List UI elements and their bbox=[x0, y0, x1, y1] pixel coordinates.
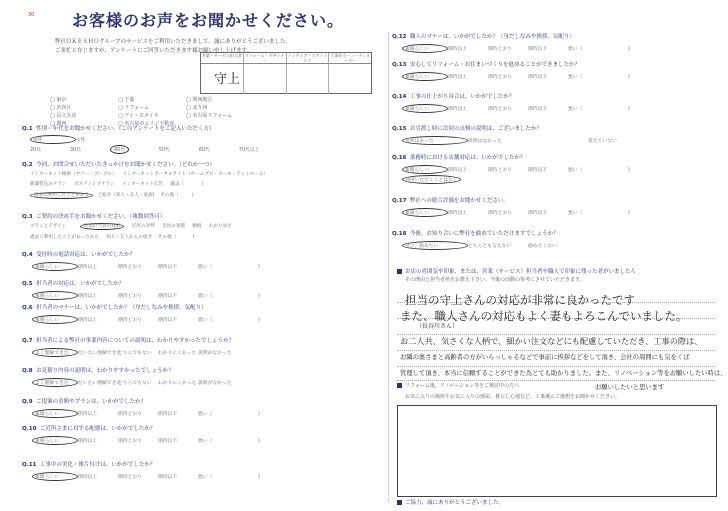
page-title: お客様のお声をお聞かせください。 bbox=[72, 11, 345, 30]
answer-option[interactable]: 期待以上 bbox=[448, 107, 468, 112]
answer-option[interactable]: 悪い（ bbox=[198, 265, 213, 270]
question-9: Q.9 ご提案の金額やプランは、いかがでしたか？ bbox=[22, 399, 147, 405]
question-14: Q.14 工事の仕上がり具合は、いかがでしたか？ bbox=[392, 94, 515, 100]
answer-options bbox=[32, 348, 258, 357]
staff-cell[interactable] bbox=[244, 64, 287, 94]
answer-option[interactable]: 期待どおり bbox=[118, 265, 142, 270]
answer-option[interactable]: ) bbox=[258, 439, 260, 444]
handwriting-line-7: お願いしたいと思います bbox=[595, 384, 665, 391]
handwriting-line-4: お二人共、気さくな人柄で、細かい注文などにも配慮していただき、工事の際は、 bbox=[400, 336, 703, 346]
q2-option[interactable]: ご紹介（知人・友人・家族) bbox=[97, 193, 155, 198]
staff-header: インテリア・スタイリスト bbox=[287, 53, 328, 63]
answer-options bbox=[32, 472, 298, 481]
answer-option[interactable]: 悪い（ bbox=[568, 211, 583, 216]
answer-option[interactable]: 期待以上 bbox=[78, 412, 98, 417]
answer-option[interactable]: 悪い（ bbox=[568, 47, 583, 52]
question-18: Q.18 今後、お知り合いに弊社を勧めていただけますでしょうか？ bbox=[392, 231, 559, 237]
answer-option[interactable]: 期待以下 bbox=[158, 439, 178, 444]
q2-option-selected[interactable]: 過去に利用したことがある bbox=[30, 192, 93, 199]
answer-option[interactable]: ) bbox=[258, 265, 260, 270]
q2-options-row1 bbox=[30, 171, 268, 177]
q3-options-row1 bbox=[30, 223, 232, 229]
answer-option-selected[interactable]: 素晴らしい bbox=[32, 472, 78, 481]
answer-option[interactable]: 悪い（ bbox=[198, 318, 213, 323]
answer-option[interactable]: 悪い（ bbox=[568, 75, 583, 80]
answer-option[interactable]: ) bbox=[628, 107, 630, 112]
answer-option[interactable]: 悪い（ bbox=[198, 475, 213, 480]
answer-options bbox=[402, 44, 668, 53]
q2-option[interactable]: 新聞折込みチラシ bbox=[30, 182, 67, 187]
footer-thanks: ご協力、誠にありがとうございました。 bbox=[397, 498, 504, 506]
answer-option[interactable]: 期待どおり bbox=[118, 412, 142, 417]
q3-option[interactable]: その他（ bbox=[157, 235, 177, 240]
answer-option[interactable]: 期待どおり bbox=[488, 107, 512, 112]
q2-option[interactable]: インターネット検索（ヤフー・グーグル） bbox=[30, 172, 117, 177]
answer-options bbox=[32, 291, 298, 300]
answer-option-selected[interactable]: 素晴らしい bbox=[32, 409, 78, 418]
answer-option[interactable]: 期待以上 bbox=[78, 439, 98, 444]
branch-checkbox[interactable]: □ アイ・スタイル bbox=[118, 113, 159, 119]
answer-options-extra bbox=[402, 175, 461, 184]
answer-option[interactable]: 悪い（ bbox=[568, 168, 583, 173]
handwriting-line-3: （長谷川さん） bbox=[416, 323, 459, 330]
answer-option[interactable]: どちらでもない bbox=[118, 381, 152, 386]
answer-option[interactable]: 期待どおり bbox=[488, 75, 512, 80]
intro-line: 弊社ＯＫＥＳＨＯグループのサービスをご利用いただきまして、誠にありがとうございました。 bbox=[55, 39, 291, 45]
answer-option[interactable]: 期待以下 bbox=[158, 265, 178, 270]
q2-option[interactable]: インターネット広告 bbox=[122, 182, 164, 187]
answer-options bbox=[32, 315, 298, 324]
q3-option-selected[interactable]: 営業担当者の対応 bbox=[80, 223, 125, 230]
answer-option[interactable]: 期待どおり bbox=[118, 439, 142, 444]
q1-age-options bbox=[30, 145, 279, 154]
answer-option-selected[interactable]: 素晴らしい bbox=[402, 104, 448, 113]
answer-option[interactable]: 期待以下 bbox=[528, 107, 548, 112]
q1-age[interactable]: 50代 bbox=[158, 148, 170, 153]
branch-checkbox[interactable]: □ 関西 bbox=[50, 121, 67, 127]
answer-option[interactable]: ) bbox=[258, 475, 260, 480]
answer-option[interactable]: 期待以下 bbox=[158, 475, 178, 480]
comment-prompt: お店の雰囲気や印象、または、営業（サービス）担当者や職人で印象に残った者がいましたら bbox=[397, 267, 636, 275]
q2-options-row3: 過去に利用したことがある ご紹介（知人・友人・家族) その他（ ) bbox=[30, 192, 194, 198]
answer-option[interactable]: だいたい理解できた bbox=[78, 351, 122, 356]
answer-option[interactable]: 期待以上 bbox=[78, 265, 98, 270]
q3-option[interactable]: 知人・友人からの紹介 bbox=[106, 235, 153, 240]
answer-option-selected[interactable]: 素晴らしい bbox=[402, 72, 448, 81]
branch-checkbox[interactable]: □ 北九州 bbox=[186, 105, 208, 111]
answer-option[interactable]: 期待以下 bbox=[158, 294, 178, 299]
answer-option[interactable]: 期待以下 bbox=[158, 318, 178, 323]
answer-options bbox=[32, 378, 258, 387]
answer-option[interactable]: 覚えていない bbox=[588, 139, 617, 144]
answer-option[interactable]: ) bbox=[628, 211, 630, 216]
branch-checkbox[interactable]: □ 千葉 bbox=[118, 97, 135, 103]
handwritten-staff-name: 守上 bbox=[214, 72, 241, 87]
answer-option[interactable]: 期待以上 bbox=[78, 318, 98, 323]
after-prompt-line1: リフォーム後、リノベーション等をご検討中の方へ bbox=[397, 382, 519, 389]
answer-option[interactable]: 期待以下 bbox=[528, 75, 548, 80]
handwriting-line-5: お隣の奥さまと高齢者の方がいらっしゃるなどで事前に挨拶などをして頂き、会社の周囲にも気をくば bbox=[400, 354, 690, 361]
answer-option[interactable]: 期待以下 bbox=[528, 168, 548, 173]
q1-age-selected[interactable]: 40代 bbox=[110, 145, 129, 154]
answer-option[interactable]: 期待どおり bbox=[118, 294, 142, 299]
answer-option[interactable]: 悪い（ bbox=[198, 439, 213, 444]
question-16: Q.16 業務時における店舗対応は、いかがでしたか？ bbox=[392, 155, 526, 161]
question-1: Q.1 性別・年代をお聞かせください。（このアンケートをご記入いただく方） bbox=[22, 126, 215, 132]
answer-option[interactable]: ) bbox=[628, 47, 630, 52]
answer-option-selected[interactable]: 素晴らしい bbox=[402, 44, 448, 53]
question-8: Q.8 お見積り内容の説明は、わかりやすかったでしょうか？ bbox=[22, 368, 174, 374]
answer-option-selected[interactable]: よく理解できた bbox=[32, 348, 78, 357]
answer-option[interactable]: ) bbox=[628, 75, 630, 80]
answer-options bbox=[402, 241, 588, 250]
q3-option[interactable]: わかり易さ bbox=[208, 224, 232, 229]
answer-option[interactable]: 期待どおり bbox=[488, 168, 512, 173]
answer-option[interactable]: わかりにくかった bbox=[158, 381, 197, 386]
handwriting-line-2: また、職人さんの対応もよく妻もよろこんでいました。 bbox=[400, 309, 688, 323]
answer-option[interactable]: 期待以上 bbox=[78, 294, 98, 299]
answer-option[interactable]: 期待どおり bbox=[488, 211, 512, 216]
answer-option[interactable]: 期待以上 bbox=[448, 211, 468, 216]
answer-option[interactable]: 悪い（ bbox=[568, 107, 583, 112]
answer-option[interactable]: 期待以上 bbox=[448, 47, 468, 52]
intro-line: ご多忙と存じますが、アンケートにご回答いただきます様お願い申し上げます。 bbox=[55, 48, 253, 54]
answer-option[interactable]: 期待以下 bbox=[158, 412, 178, 417]
question-11: Q.11 工事中の美化・後片付けは、いかがでしたか？ bbox=[22, 462, 156, 468]
q3-option[interactable]: 近所の評判 bbox=[131, 224, 155, 229]
answer-options bbox=[402, 136, 648, 145]
answer-option[interactable]: ) bbox=[258, 294, 260, 299]
question-10: Q.10 ご近所さまに対する配慮は、いかがでしたか？ bbox=[22, 426, 156, 432]
branch-checkbox[interactable]: □ 東京 bbox=[50, 97, 67, 103]
column-divider bbox=[388, 32, 390, 502]
branch-checkbox[interactable]: □ 長久手店 bbox=[50, 113, 77, 119]
q1-age[interactable]: 30代 bbox=[70, 148, 81, 153]
question-7: Q.7 担当者による弊社の事業内容についての説明は、わかりやすかったでしょうか？ bbox=[22, 338, 234, 344]
after-comment-box[interactable] bbox=[397, 405, 717, 497]
q3-option[interactable]: プランとデザイン bbox=[30, 224, 67, 229]
answer-option[interactable]: 説明がなかった bbox=[198, 351, 232, 356]
answer-option[interactable]: 期待以上 bbox=[448, 168, 468, 173]
answer-options bbox=[402, 104, 668, 113]
question-15: Q.15 お引渡し時に次回の点検の説明は、ございましたか？ bbox=[392, 126, 542, 132]
q2-option[interactable]: 雑誌（ bbox=[170, 182, 185, 187]
answer-option-selected[interactable]: 説明はあった bbox=[402, 136, 468, 145]
question-5: Q.5 担当者の対応は、いかがでしたか？ bbox=[22, 281, 125, 287]
answer-option[interactable]: 期待以下 bbox=[528, 47, 548, 52]
staff-cell[interactable] bbox=[329, 64, 371, 94]
answer-options bbox=[32, 262, 298, 271]
answer-option[interactable]: 期待どおり bbox=[488, 47, 512, 52]
question-17: Q.17 弊社への総合評価をお聞かせください。 bbox=[392, 198, 509, 204]
staff-header: リフォーム・デザイナー bbox=[244, 53, 287, 63]
answer-option-selected[interactable]: 素晴らしい bbox=[402, 208, 448, 217]
q2-option[interactable]: その他（ bbox=[160, 193, 179, 198]
answer-option[interactable]: どちらでもない bbox=[118, 351, 152, 356]
answer-option[interactable]: 期待以下 bbox=[528, 211, 548, 216]
q3-option[interactable]: 会社の実績 bbox=[161, 224, 185, 229]
branch-checkbox[interactable]: □ 渋谷区 bbox=[50, 105, 72, 111]
staff-header: 工事担当・コーディネーター bbox=[330, 53, 370, 63]
answer-option-selected[interactable]: よく理解できた bbox=[32, 378, 78, 387]
answer-option[interactable]: だいたい理解できた bbox=[78, 381, 122, 386]
q3-options-row2: 過去に利用したことがあったから 知人・友人からの紹介 その他（ ) bbox=[30, 235, 195, 240]
question-13: Q.13 安心してリフォーム・お住まいづくりを進めることができましたか？ bbox=[392, 62, 581, 68]
q1-age[interactable]: 70代以上 bbox=[238, 148, 260, 153]
corner-mark: 30 bbox=[28, 12, 35, 18]
q3-option[interactable]: 価格 bbox=[192, 224, 202, 229]
answer-option[interactable]: どちらとも言えない bbox=[468, 244, 512, 249]
question-3: Q.3 ご契約の決め手をお聞かせください。（複数回答可） bbox=[22, 214, 166, 220]
answer-option[interactable]: ) bbox=[628, 168, 630, 173]
answer-option-selected[interactable]: 素晴らしい bbox=[32, 315, 78, 324]
answer-option[interactable]: ) bbox=[258, 412, 260, 417]
answer-option-selected[interactable]: 素晴らしい bbox=[402, 165, 448, 174]
q1-age[interactable]: 60代 bbox=[198, 148, 210, 153]
answer-option[interactable]: 悪い（ bbox=[198, 412, 213, 417]
answer-option-selected[interactable]: 素晴らしい bbox=[32, 436, 78, 445]
answer-option-selected[interactable]: 利用いただくことはなし bbox=[402, 175, 461, 184]
question-12: Q.12 職人のマナーは、いかがでしたか？（身だしなみや挨拶、気配り） bbox=[392, 34, 575, 40]
q3-option[interactable]: 過去に利用したことがあったから bbox=[30, 235, 99, 240]
comment-prompt-line2: その理由と担当者名をお教え下さい。今後の活動の参考にさせていただきます。 bbox=[405, 277, 585, 283]
answer-options bbox=[402, 72, 668, 81]
question-4: Q.4 受付時の電話対応は、いかがでしたか？ bbox=[22, 252, 136, 258]
answer-option[interactable]: 勧めたくない bbox=[528, 244, 557, 249]
q2-options-row2: 新聞折込みチラシ ポスティングチラシ インターネット広告 雑誌（ ) bbox=[30, 182, 204, 187]
answer-option[interactable]: 期待以上 bbox=[448, 75, 468, 80]
answer-option[interactable]: 悪い（ bbox=[198, 294, 213, 299]
handwriting-line-1: 担当の守上さんの対応が非常に良かったです bbox=[405, 293, 635, 307]
answer-options bbox=[402, 208, 668, 217]
question-6: Q.6 担当者のマナーは、いかがでしたか？（身だしなみや挨拶、気配り） bbox=[22, 305, 207, 311]
handwriting-line-6: 管理して頂き、本当に信頼することができた為とても助かりました。また、リノベーション等をお願いしたい時は、 bbox=[400, 370, 727, 377]
answer-option[interactable]: 期待どおり bbox=[118, 318, 142, 323]
after-prompt-line2: お気に入りの場所やお気に入りの部屋、暮らし心地など、工事後のご感想をお聞かせください。 bbox=[405, 394, 621, 400]
q1-options bbox=[30, 135, 116, 144]
q2-option[interactable]: ポスティングチラシ bbox=[74, 182, 115, 187]
answer-option[interactable]: 期待以上 bbox=[78, 475, 98, 480]
answer-option-selected[interactable]: 素晴らしい bbox=[32, 262, 78, 271]
q1-age[interactable]: 20代 bbox=[30, 148, 41, 153]
question-2: Q.2 今回、お問合せいただいたきっかけをお聞かせください。（どれか一つ） bbox=[22, 162, 215, 168]
answer-option[interactable]: ) bbox=[258, 318, 260, 323]
answer-options bbox=[32, 409, 298, 418]
answer-option[interactable]: 期待どおり bbox=[118, 475, 142, 480]
branch-checkbox[interactable]: □ 名古屋市エイジ不動産 bbox=[118, 121, 175, 127]
answer-option-selected[interactable]: ぜひ、勧めたい bbox=[402, 241, 468, 250]
staff-header: 営業・サービス担当者 bbox=[201, 53, 244, 63]
answer-option-selected[interactable]: 素晴らしい bbox=[32, 291, 78, 300]
branch-checkbox[interactable]: □ 名古屋リフォーム bbox=[186, 113, 233, 119]
answer-option[interactable]: 説明はなかった bbox=[468, 139, 502, 144]
branch-checkbox[interactable]: □ リフォーム bbox=[118, 105, 150, 111]
answer-options bbox=[402, 165, 668, 174]
staff-cell[interactable] bbox=[287, 64, 330, 94]
answer-option[interactable]: 説明がなかった bbox=[198, 381, 232, 386]
q1-option-female[interactable]: 女性 bbox=[76, 138, 86, 143]
branch-checkbox[interactable]: □ 関西地区 bbox=[186, 97, 213, 103]
answer-option[interactable]: わかりにくかった bbox=[158, 351, 197, 356]
q2-option[interactable]: インターネットポータルサイト（ホームプロ・スーモ・アットホーム） bbox=[122, 172, 269, 177]
answer-options bbox=[32, 436, 298, 445]
q1-option-male[interactable]: 男性 bbox=[30, 135, 76, 144]
